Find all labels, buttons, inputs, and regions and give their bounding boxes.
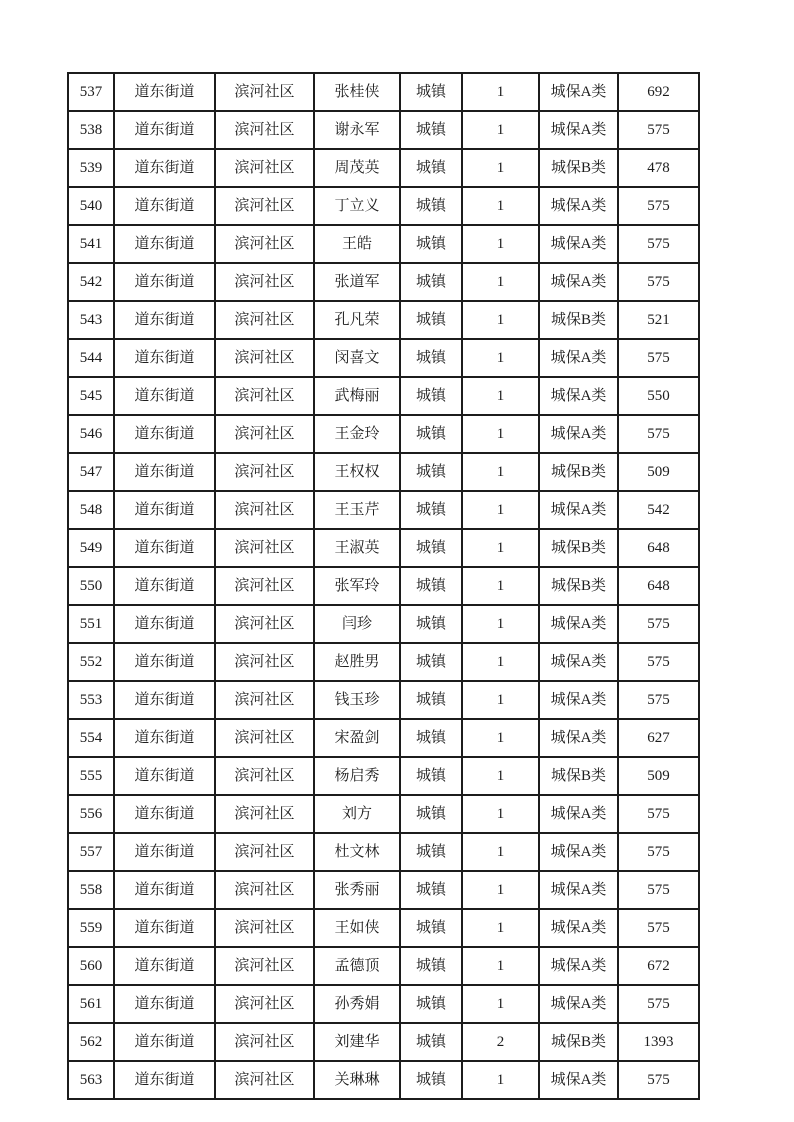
table-row: [68, 643, 699, 681]
cell-person-name: 王权权: [314, 453, 400, 491]
cell-street: 道东街道: [114, 795, 215, 833]
cell-person-count: 1: [462, 833, 539, 871]
table-row: [68, 339, 699, 377]
cell-person-count: 1: [462, 225, 539, 263]
cell-street: 道东街道: [114, 529, 215, 567]
cell-community: 滨河社区: [215, 263, 314, 301]
cell-person-count: 1: [462, 339, 539, 377]
cell-person-count: 1: [462, 909, 539, 947]
cell-person-count: 1: [462, 1061, 539, 1099]
cell-person-name: 张道军: [314, 263, 400, 301]
cell-residence-type: 城镇: [400, 643, 462, 681]
cell-person-count: 1: [462, 453, 539, 491]
cell-amount: 478: [618, 149, 699, 187]
cell-residence-type: 城镇: [400, 681, 462, 719]
cell-serial: 550: [68, 567, 114, 605]
cell-street: 道东街道: [114, 985, 215, 1023]
table-row: [68, 453, 699, 491]
cell-serial: 549: [68, 529, 114, 567]
cell-insurance-category: 城保B类: [539, 301, 618, 339]
cell-person-name: 刘方: [314, 795, 400, 833]
cell-person-count: 1: [462, 263, 539, 301]
cell-insurance-category: 城保B类: [539, 1023, 618, 1061]
cell-street: 道东街道: [114, 415, 215, 453]
cell-street: 道东街道: [114, 149, 215, 187]
cell-community: 滨河社区: [215, 871, 314, 909]
cell-insurance-category: 城保A类: [539, 491, 618, 529]
cell-serial: 538: [68, 111, 114, 149]
cell-serial: 551: [68, 605, 114, 643]
table-row: [68, 415, 699, 453]
table-row: [68, 111, 699, 149]
cell-community: 滨河社区: [215, 947, 314, 985]
cell-person-count: 1: [462, 605, 539, 643]
cell-person-count: 1: [462, 73, 539, 111]
cell-street: 道东街道: [114, 377, 215, 415]
cell-person-count: 1: [462, 415, 539, 453]
cell-residence-type: 城镇: [400, 1061, 462, 1099]
cell-amount: 627: [618, 719, 699, 757]
cell-community: 滨河社区: [215, 339, 314, 377]
cell-serial: 555: [68, 757, 114, 795]
cell-community: 滨河社区: [215, 719, 314, 757]
cell-person-name: 周茂英: [314, 149, 400, 187]
cell-person-name: 丁立义: [314, 187, 400, 225]
cell-street: 道东街道: [114, 757, 215, 795]
cell-person-count: 1: [462, 643, 539, 681]
cell-person-count: 2: [462, 1023, 539, 1061]
cell-insurance-category: 城保A类: [539, 73, 618, 111]
cell-community: 滨河社区: [215, 1061, 314, 1099]
cell-person-name: 关琳琳: [314, 1061, 400, 1099]
cell-residence-type: 城镇: [400, 1023, 462, 1061]
cell-street: 道东街道: [114, 263, 215, 301]
cell-street: 道东街道: [114, 567, 215, 605]
cell-serial: 547: [68, 453, 114, 491]
cell-amount: 692: [618, 73, 699, 111]
cell-person-count: 1: [462, 111, 539, 149]
cell-insurance-category: 城保B类: [539, 453, 618, 491]
cell-insurance-category: 城保A类: [539, 985, 618, 1023]
cell-amount: 575: [618, 795, 699, 833]
cell-community: 滨河社区: [215, 681, 314, 719]
cell-person-count: 1: [462, 681, 539, 719]
cell-person-name: 孟德顶: [314, 947, 400, 985]
cell-street: 道东街道: [114, 643, 215, 681]
cell-serial: 556: [68, 795, 114, 833]
cell-residence-type: 城镇: [400, 339, 462, 377]
cell-person-count: 1: [462, 149, 539, 187]
cell-community: 滨河社区: [215, 605, 314, 643]
cell-residence-type: 城镇: [400, 719, 462, 757]
cell-person-name: 闵喜文: [314, 339, 400, 377]
cell-residence-type: 城镇: [400, 377, 462, 415]
cell-community: 滨河社区: [215, 225, 314, 263]
cell-community: 滨河社区: [215, 909, 314, 947]
cell-serial: 544: [68, 339, 114, 377]
cell-amount: 575: [618, 415, 699, 453]
cell-community: 滨河社区: [215, 529, 314, 567]
cell-amount: 575: [618, 605, 699, 643]
cell-community: 滨河社区: [215, 301, 314, 339]
cell-person-name: 刘建华: [314, 1023, 400, 1061]
table-row: [68, 301, 699, 339]
cell-insurance-category: 城保A类: [539, 339, 618, 377]
cell-insurance-category: 城保A类: [539, 605, 618, 643]
cell-residence-type: 城镇: [400, 947, 462, 985]
table-row: [68, 225, 699, 263]
cell-community: 滨河社区: [215, 111, 314, 149]
cell-community: 滨河社区: [215, 795, 314, 833]
cell-amount: 672: [618, 947, 699, 985]
cell-insurance-category: 城保A类: [539, 187, 618, 225]
cell-residence-type: 城镇: [400, 73, 462, 111]
cell-residence-type: 城镇: [400, 187, 462, 225]
table-body: [68, 73, 699, 1099]
cell-street: 道东街道: [114, 1023, 215, 1061]
cell-person-count: 1: [462, 529, 539, 567]
cell-person-count: 1: [462, 491, 539, 529]
cell-amount: 575: [618, 111, 699, 149]
cell-serial: 548: [68, 491, 114, 529]
cell-community: 滨河社区: [215, 985, 314, 1023]
cell-person-name: 王淑英: [314, 529, 400, 567]
table-row: [68, 985, 699, 1023]
cell-residence-type: 城镇: [400, 263, 462, 301]
cell-insurance-category: 城保A类: [539, 263, 618, 301]
cell-insurance-category: 城保A类: [539, 681, 618, 719]
cell-residence-type: 城镇: [400, 833, 462, 871]
cell-insurance-category: 城保A类: [539, 833, 618, 871]
cell-serial: 541: [68, 225, 114, 263]
cell-community: 滨河社区: [215, 187, 314, 225]
cell-insurance-category: 城保A类: [539, 1061, 618, 1099]
cell-person-name: 武梅丽: [314, 377, 400, 415]
cell-residence-type: 城镇: [400, 757, 462, 795]
cell-person-name: 张军玲: [314, 567, 400, 605]
cell-street: 道东街道: [114, 225, 215, 263]
cell-residence-type: 城镇: [400, 795, 462, 833]
cell-street: 道东街道: [114, 1061, 215, 1099]
table-row: [68, 1023, 699, 1061]
cell-residence-type: 城镇: [400, 909, 462, 947]
cell-serial: 563: [68, 1061, 114, 1099]
cell-street: 道东街道: [114, 339, 215, 377]
cell-residence-type: 城镇: [400, 567, 462, 605]
table-row: [68, 377, 699, 415]
cell-person-name: 孙秀娟: [314, 985, 400, 1023]
cell-street: 道东街道: [114, 909, 215, 947]
cell-serial: 559: [68, 909, 114, 947]
cell-insurance-category: 城保A类: [539, 719, 618, 757]
cell-person-name: 杜文林: [314, 833, 400, 871]
table-row: [68, 73, 699, 111]
cell-serial: 562: [68, 1023, 114, 1061]
cell-residence-type: 城镇: [400, 871, 462, 909]
cell-street: 道东街道: [114, 833, 215, 871]
cell-community: 滨河社区: [215, 415, 314, 453]
cell-street: 道东街道: [114, 871, 215, 909]
table-row: [68, 491, 699, 529]
cell-insurance-category: 城保B类: [539, 149, 618, 187]
cell-insurance-category: 城保B类: [539, 567, 618, 605]
table-row: [68, 871, 699, 909]
cell-street: 道东街道: [114, 187, 215, 225]
cell-street: 道东街道: [114, 719, 215, 757]
cell-person-name: 王金玲: [314, 415, 400, 453]
cell-community: 滨河社区: [215, 453, 314, 491]
cell-serial: 537: [68, 73, 114, 111]
cell-serial: 539: [68, 149, 114, 187]
cell-person-count: 1: [462, 985, 539, 1023]
cell-insurance-category: 城保B类: [539, 757, 618, 795]
table-row: [68, 187, 699, 225]
cell-street: 道东街道: [114, 681, 215, 719]
cell-amount: 550: [618, 377, 699, 415]
cell-person-name: 钱玉珍: [314, 681, 400, 719]
cell-street: 道东街道: [114, 301, 215, 339]
cell-street: 道东街道: [114, 111, 215, 149]
cell-amount: 575: [618, 187, 699, 225]
cell-person-name: 王如侠: [314, 909, 400, 947]
cell-street: 道东街道: [114, 453, 215, 491]
cell-residence-type: 城镇: [400, 985, 462, 1023]
cell-insurance-category: 城保A类: [539, 225, 618, 263]
table-row: [68, 795, 699, 833]
cell-amount: 575: [618, 225, 699, 263]
cell-residence-type: 城镇: [400, 453, 462, 491]
cell-amount: 575: [618, 909, 699, 947]
cell-amount: 575: [618, 871, 699, 909]
cell-residence-type: 城镇: [400, 605, 462, 643]
cell-serial: 557: [68, 833, 114, 871]
benefits-roster-table: [67, 72, 700, 1100]
cell-person-count: 1: [462, 947, 539, 985]
cell-serial: 543: [68, 301, 114, 339]
cell-community: 滨河社区: [215, 491, 314, 529]
cell-person-name: 闫珍: [314, 605, 400, 643]
cell-person-count: 1: [462, 871, 539, 909]
cell-residence-type: 城镇: [400, 301, 462, 339]
cell-street: 道东街道: [114, 491, 215, 529]
cell-amount: 575: [618, 985, 699, 1023]
cell-amount: 575: [618, 833, 699, 871]
cell-person-count: 1: [462, 719, 539, 757]
cell-residence-type: 城镇: [400, 149, 462, 187]
cell-serial: 540: [68, 187, 114, 225]
cell-community: 滨河社区: [215, 149, 314, 187]
cell-serial: 553: [68, 681, 114, 719]
cell-community: 滨河社区: [215, 757, 314, 795]
table-row: [68, 1061, 699, 1099]
cell-street: 道东街道: [114, 605, 215, 643]
cell-person-name: 张秀丽: [314, 871, 400, 909]
table-row: [68, 909, 699, 947]
cell-residence-type: 城镇: [400, 111, 462, 149]
cell-person-count: 1: [462, 795, 539, 833]
cell-insurance-category: 城保A类: [539, 377, 618, 415]
cell-person-count: 1: [462, 757, 539, 795]
table-row: [68, 529, 699, 567]
cell-community: 滨河社区: [215, 377, 314, 415]
cell-person-name: 张桂侠: [314, 73, 400, 111]
cell-serial: 558: [68, 871, 114, 909]
table-row: [68, 149, 699, 187]
cell-residence-type: 城镇: [400, 225, 462, 263]
cell-insurance-category: 城保A类: [539, 643, 618, 681]
cell-insurance-category: 城保A类: [539, 795, 618, 833]
cell-amount: 575: [618, 339, 699, 377]
cell-insurance-category: 城保A类: [539, 909, 618, 947]
cell-amount: 575: [618, 643, 699, 681]
cell-amount: 575: [618, 1061, 699, 1099]
table-row: [68, 605, 699, 643]
cell-residence-type: 城镇: [400, 491, 462, 529]
cell-serial: 552: [68, 643, 114, 681]
cell-person-count: 1: [462, 567, 539, 605]
cell-insurance-category: 城保A类: [539, 947, 618, 985]
cell-insurance-category: 城保A类: [539, 415, 618, 453]
cell-community: 滨河社区: [215, 643, 314, 681]
cell-amount: 1393: [618, 1023, 699, 1061]
table-row: [68, 719, 699, 757]
cell-amount: 509: [618, 757, 699, 795]
cell-amount: 509: [618, 453, 699, 491]
table-row: [68, 567, 699, 605]
table-row: [68, 757, 699, 795]
cell-person-count: 1: [462, 187, 539, 225]
cell-serial: 561: [68, 985, 114, 1023]
cell-community: 滨河社区: [215, 73, 314, 111]
cell-person-name: 赵胜男: [314, 643, 400, 681]
cell-street: 道东街道: [114, 947, 215, 985]
cell-residence-type: 城镇: [400, 415, 462, 453]
table-row: [68, 263, 699, 301]
cell-person-name: 谢永军: [314, 111, 400, 149]
cell-street: 道东街道: [114, 73, 215, 111]
cell-insurance-category: 城保A类: [539, 111, 618, 149]
cell-person-name: 杨启秀: [314, 757, 400, 795]
cell-insurance-category: 城保B类: [539, 529, 618, 567]
cell-person-count: 1: [462, 377, 539, 415]
cell-person-name: 宋盈剑: [314, 719, 400, 757]
cell-community: 滨河社区: [215, 1023, 314, 1061]
cell-amount: 648: [618, 529, 699, 567]
cell-person-name: 孔凡荣: [314, 301, 400, 339]
cell-person-name: 王皓: [314, 225, 400, 263]
cell-residence-type: 城镇: [400, 529, 462, 567]
cell-serial: 545: [68, 377, 114, 415]
table-row: [68, 833, 699, 871]
cell-serial: 554: [68, 719, 114, 757]
cell-serial: 542: [68, 263, 114, 301]
cell-serial: 546: [68, 415, 114, 453]
table-row: [68, 947, 699, 985]
cell-person-name: 王玉芹: [314, 491, 400, 529]
cell-amount: 648: [618, 567, 699, 605]
cell-amount: 542: [618, 491, 699, 529]
cell-person-count: 1: [462, 301, 539, 339]
cell-insurance-category: 城保A类: [539, 871, 618, 909]
cell-amount: 521: [618, 301, 699, 339]
cell-amount: 575: [618, 263, 699, 301]
cell-serial: 560: [68, 947, 114, 985]
cell-community: 滨河社区: [215, 833, 314, 871]
table-row: [68, 681, 699, 719]
cell-community: 滨河社区: [215, 567, 314, 605]
cell-amount: 575: [618, 681, 699, 719]
